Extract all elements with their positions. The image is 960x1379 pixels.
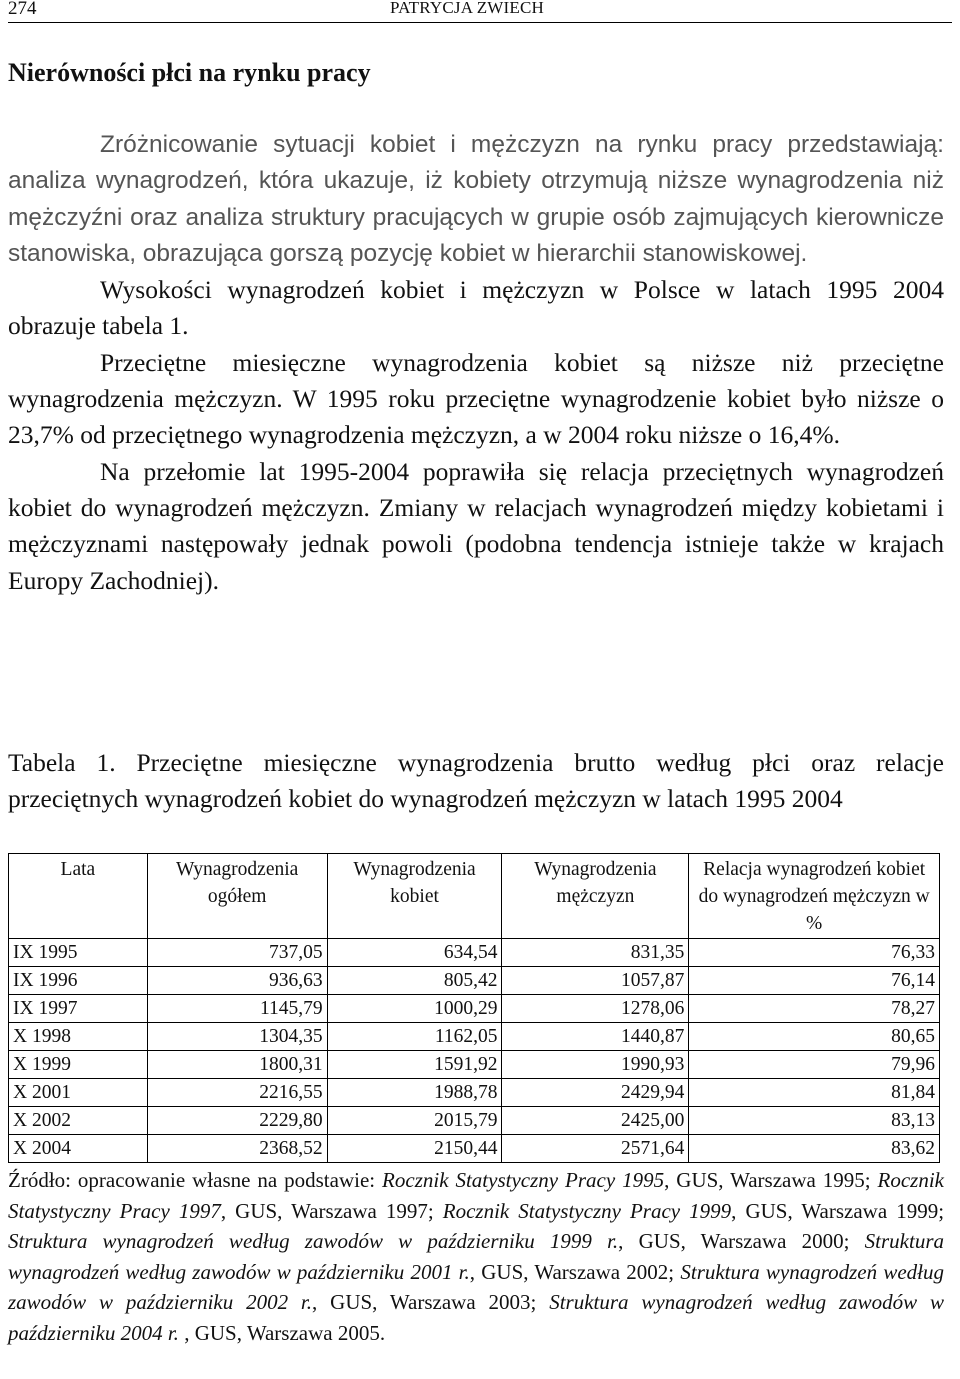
source-title: Rocznik Statystyczny Pracy 1997 (8, 1168, 945, 1223)
source-text: , GUS, Warszawa 2005. (178, 1320, 386, 1345)
cell-total: 1145,79 (147, 995, 327, 1023)
cell-total: 2229,80 (147, 1107, 327, 1135)
source-title: Struktura wynagrodzeń według zawodów w październiku 1999 r. (8, 1229, 619, 1254)
cell-year: X 2004 (9, 1135, 148, 1163)
cell-ratio: 79,96 (689, 1051, 940, 1079)
section-title: Nierówności płci na rynku pracy (8, 58, 371, 87)
source-text: , GUS, Warszawa 2003; (312, 1290, 550, 1315)
cell-year: IX 1995 (9, 939, 148, 967)
page-header (8, 0, 952, 23)
source-title: Rocznik Statystyczny Pracy 1999 (442, 1198, 732, 1223)
cell-men: 2429,94 (502, 1079, 689, 1107)
source-title: Struktura wynagrodzeń według zawodów w październiku 2002 r. (8, 1259, 944, 1315)
cell-women: 2150,44 (327, 1135, 502, 1163)
table-header-row (9, 854, 940, 939)
table-row (9, 1023, 940, 1051)
cell-year: X 2001 (9, 1079, 148, 1107)
cell-ratio: 83,13 (689, 1107, 940, 1135)
source-text: Źródło: opracowanie własne na podstawie: (8, 1168, 383, 1192)
cell-year: X 1999 (9, 1051, 148, 1079)
table-row (9, 939, 940, 967)
table-row (9, 1051, 940, 1079)
header-wynagrodzenia-mezczyzn: Wynagrodzenia mężczyzn (502, 854, 689, 939)
header-lata: Lata (9, 854, 148, 939)
source-title: Struktura wynagrodzeń według zawodów w październiku 2001 r. (8, 1229, 945, 1284)
cell-ratio: 76,33 (689, 939, 940, 967)
page-number: 274 (8, 0, 37, 19)
cell-ratio: 78,27 (689, 995, 940, 1023)
cell-men: 1278,06 (502, 995, 689, 1023)
cell-year: IX 1996 (9, 967, 148, 995)
cell-ratio: 80,65 (689, 1023, 940, 1051)
source-note (8, 1165, 944, 1349)
cell-ratio: 76,14 (689, 967, 940, 995)
cell-women: 1162,05 (327, 1023, 502, 1051)
cell-women: 634,54 (327, 939, 502, 967)
table-row (9, 995, 940, 1023)
body-text (8, 127, 944, 599)
source-text: , GUS, Warszawa 1997; (220, 1198, 443, 1223)
header-wynagrodzenia-ogolem: Wynagrodzenia ogółem (147, 854, 327, 939)
cell-men: 1057,87 (502, 967, 689, 995)
table-row (9, 1135, 940, 1163)
table-row (9, 1079, 940, 1107)
cell-men: 2571,64 (502, 1135, 689, 1163)
cell-total: 2216,55 (147, 1079, 327, 1107)
cell-men: 1990,93 (502, 1051, 689, 1079)
header-relacja: Relacja wynagrodzeń kobiet do wynagrodzeń mężczyzn w % (689, 854, 940, 939)
cell-women: 1988,78 (327, 1079, 502, 1107)
cell-women: 2015,79 (327, 1107, 502, 1135)
table-row (9, 1107, 940, 1135)
cell-women: 1591,92 (327, 1051, 502, 1079)
header-wynagrodzenia-kobiet: Wynagrodzenia kobiet (327, 854, 502, 939)
cell-women: 805,42 (327, 967, 502, 995)
table-row (9, 967, 940, 995)
cell-total: 2368,52 (147, 1135, 327, 1163)
cell-ratio: 83,62 (689, 1135, 940, 1163)
cell-year: X 2002 (9, 1107, 148, 1135)
cell-men: 1440,87 (502, 1023, 689, 1051)
cell-total: 936,63 (147, 967, 327, 995)
running-head-author: PATRYCJA ZWIECH (390, 0, 544, 17)
paragraph: Na przełomie lat 1995-2004 poprawiła się relacja przeciętnych wynagrodzeń kobiet do wynagrodzeń mężczyzn. Zmiany w relacjach wynagrodzeń między kobietami i mężczyznami następowały jednak powoli (podobna tendencja istnieje także w krajach Europy Zachodniej). (8, 456, 944, 595)
cell-year: X 1998 (9, 1023, 148, 1051)
paragraph: Zróżnicowanie sytuacji kobiet i mężczyzn na rynku pracy przedstawiają: analiza wynagrodzeń, która ukazuje, iż kobiety otrzymują niższe wynagrodzenia niż mężczyźni oraz analiza struktury pracujących w grupie osób zajmujących kierownicze stanowiska, obrazująca gorszą pozycję kobiet w hierarchii stanowiskowej. (8, 131, 944, 267)
source-text: , GUS, Warszawa 1995; (664, 1168, 878, 1192)
cell-men: 2425,00 (502, 1107, 689, 1135)
paragraph: Przeciętne miesięczne wynagrodzenia kobiet są niższe niż przeciętne wynagrodzenia mężczyzn. W 1995 roku przeciętne wynagrodzenie kobiet było niższe o 23,7% od przeciętnego wynagrodzenia mężczyzn, a w 2004 roku niższe o 16,4%. (8, 347, 944, 450)
cell-men: 831,35 (502, 939, 689, 967)
wages-table (8, 853, 940, 1163)
paragraph: Wysokości wynagrodzeń kobiet i mężczyzn w Polsce w latach 1995 2004 obrazuje tabela 1. (8, 275, 944, 341)
cell-total: 1304,35 (147, 1023, 327, 1051)
cell-total: 1800,31 (147, 1051, 327, 1079)
cell-ratio: 81,84 (689, 1079, 940, 1107)
cell-year: IX 1997 (9, 995, 148, 1023)
cell-total: 737,05 (147, 939, 327, 967)
source-title: Struktura wynagrodzeń według zawodów w październiku 2004 r. (8, 1290, 945, 1345)
source-text: , GUS, Warszawa 1999; (731, 1198, 945, 1223)
source-text: , GUS, Warszawa 2000; (618, 1229, 865, 1254)
table-caption: Tabela 1. Przeciętne miesięczne wynagrodzenia brutto według płci oraz relacje przeciętnych wynagrodzeń kobiet do wynagrodzeń mężczyzn w latach 1995 2004 (8, 748, 944, 814)
source-text: , GUS, Warszawa 2002; (469, 1259, 681, 1284)
cell-women: 1000,29 (327, 995, 502, 1023)
source-title: Rocznik Statystyczny Pracy 1995 (382, 1168, 665, 1192)
